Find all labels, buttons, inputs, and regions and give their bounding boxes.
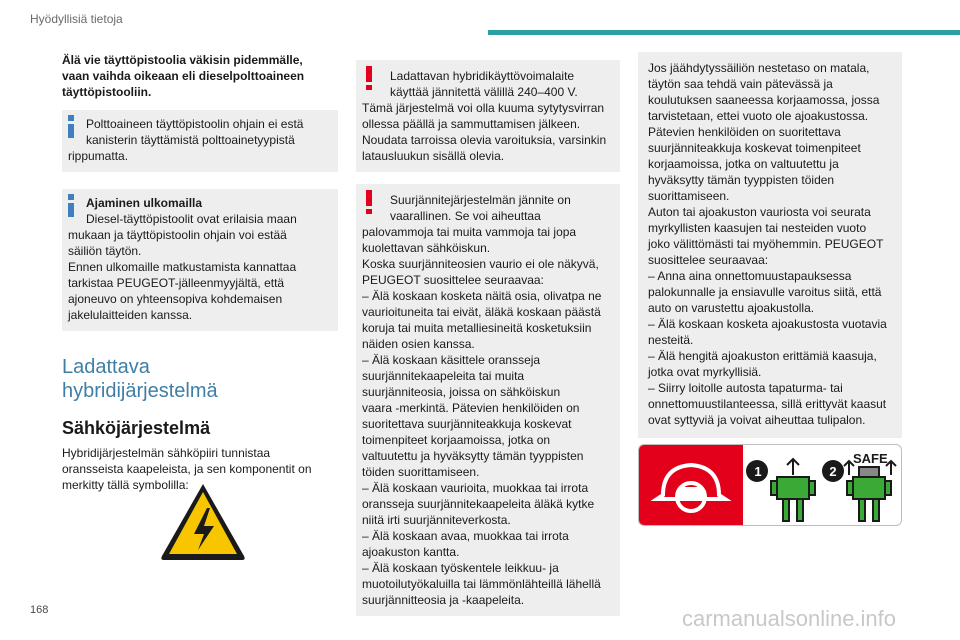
info-line: Diesel-täyttöpistoolit ovat erilaisia maan [86,212,297,226]
box-line: Jos jäähdytyssäiliön nestetaso on matala, [648,61,870,75]
info-line: Polttoaineen täyttöpistoolin ohjain ei estä [86,117,304,131]
warning-line: suurjännitekaapeleita tai muita [362,369,525,383]
box-line: tarvistetaan, ettei vuoto ole ajoakustossa. [648,109,869,123]
warning-icon [366,190,372,214]
warning-line: Ladattavan hybridikäyttövoimalaite [390,69,575,83]
warning-box-voltage [356,60,620,172]
box-line: palokunnalle ja ensiavulle varoitus siitä, että [648,285,882,299]
warning-line: valtuutettu ja hyväksytty tämän tyyppisten [362,449,584,463]
warning-line: Tämä järjestelmä voi olla kuuma sytytysvirran [362,101,605,115]
warning-line: – Älä koskaan kosketa näitä osia, olivatpa ne [362,289,602,303]
box-line: suosittelee seuraavaa: [648,253,769,267]
column-middle [356,52,620,616]
box-line: Auton tai ajoakuston vauriosta voi seurata [648,205,871,219]
warning-line: – Älä koskaan vaurioita, muokkaa tai irrota [362,481,589,495]
warning-line: Koska suurjänniteosien vaurio ei ole näkyvä, [362,257,599,271]
watermark: carmanualsonline.info [682,606,897,631]
section-title [62,355,338,403]
warning-line: suoritettava suurjänniteakkuja koskevat [362,417,572,431]
info-box-fuel-nozzle [62,110,338,172]
body-line: Hybridijärjestelmän sähköpiiri tunnistaa [62,446,271,460]
box-line: – Anna aina onnettomuustapauksessa [648,269,852,283]
info-title: Ajaminen ulkomailla [86,196,203,210]
warning-line: niitä irti suurjänniteverkosta. [362,513,511,527]
page-number: 168 [30,604,49,616]
intro-line: Älä vie täyttöpistoolia väkisin pidemmälle, [62,53,303,67]
info-line: mukaan ja täyttöpistoolin ohjain voi estää [68,228,287,242]
body-line: oransseista kaapeleista, ja sen komponentit on [62,462,312,476]
warning-line: ajoakuston kantta. [362,545,460,559]
info-icon [68,194,74,217]
warning-line: näiden osien kanssa. [362,337,475,351]
warning-line: latausluukun sisällä olevia. [362,149,505,163]
info-line: Ennen ulkomaille matkustamista kannattaa [68,260,297,274]
firefighter-helmet-icon [639,445,743,525]
info-line: säiliön täytön. [68,244,142,258]
box-line: – Siirry loitolle autosta tapaturma- tai [648,381,843,395]
warning-line: muotoilutyökaluilla tai lämmönlähteillä lähellä [362,577,601,591]
warning-line: suurjännitteosia ja -kaapeleita. [362,593,525,607]
box-line: – Älä hengitä ajoakuston erittämiä kaasuja, [648,349,877,363]
box-line: koulutuksen saaneessa korjaamossa, jossa [648,93,880,107]
info-line: jakelulaitteiden kanssa. [68,308,193,322]
intro-line: vaan vaihda oikeaan eli dieselpolttoaineen [62,69,305,83]
column-right [638,52,902,438]
step-1-number: 1 [754,464,762,479]
box-line: korjaamoissa, jotka on valtuutettu ja [648,157,839,171]
info-box-coolant [638,52,902,438]
warning-box-high-voltage [356,184,620,616]
intro-line: täyttöpistooliin. [62,85,152,99]
box-line: ovat syttyviä ja voivat aiheuttaa tulipalon. [648,413,866,427]
step-2-number: 2 [829,464,837,479]
warning-line: – Älä koskaan työskentele leikkuu- ja [362,561,559,575]
warning-line: suurjänniteosia, joissa on sähköiskun [362,385,561,399]
box-line: – Älä koskaan kosketa ajoakustosta vuotavia [648,317,887,331]
warning-line: – Älä koskaan avaa, muokkaa tai irrota [362,529,569,543]
step-1-battery-icon [743,445,823,525]
fire-safety-illustration [638,444,902,526]
warning-line: koruja tai muita metalliesineitä kosketuksiin [362,321,592,335]
box-line: täytön saa tehdä vain pätevässä ja [648,77,833,91]
warning-line: oransseja suurjännitekaapeleita äläkä kytke [362,497,595,511]
box-line: joko välittömästi tai myöhemmin. PEUGEOT [648,237,884,251]
warning-line: Suurjännitejärjestelmän jännite on [390,193,571,207]
info-line: tarkistaa PEUGEOT-jälleenmyyjältä, että [68,276,285,290]
box-line: Pätevien henkilöiden on suoritettava [648,125,841,139]
subsection-title: Sähköjärjestelmä [62,418,211,438]
info-line: rippumatta. [68,149,129,163]
warning-line: toimenpiteet korjaamoissa, jotka on [362,433,551,447]
box-line: myrkyllisten kaasujen tai nesteiden vuoto [648,221,867,235]
header-title: Hyödyllisiä tietoja [30,12,123,26]
box-line: auto on varustettu ajoakustolla. [648,301,815,315]
safe-label: SAFE [853,451,888,466]
warning-line: vaara -merkintä. Pätevien henkilöiden on [362,401,580,415]
box-line: nesteitä. [648,333,694,347]
box-line: suurjänniteakkuja koskevat toimenpiteet [648,141,861,155]
warning-line: töiden suorittamiseen. [362,465,480,479]
warning-line: Noudata tarroissa olevia varoituksia, varsinkin [362,133,607,147]
header-bar [488,30,960,35]
warning-line: käyttää jännitettä välillä 240–400 V. [390,85,578,99]
warning-line: ollessa päällä ja sammuttamisen jälkeen. [362,117,581,131]
warning-line: PEUGEOT suosittelee seuraavaa: [362,273,544,287]
column-left [62,52,338,493]
warning-line: kuolettavan sähköiskun. [362,241,491,255]
box-line: hyväksytty tämän tyyppisten töiden [648,173,835,187]
info-line: ajoneuvo on yhteensopiva kohdemaisen [68,292,283,306]
warning-line: palovammoja tai muita vammoja tai jopa [362,225,577,239]
warning-line: – Älä koskaan käsittele oransseja [362,353,541,367]
section-title-line: Ladattava [62,356,150,378]
firefighter-panel [639,445,743,525]
box-line: suorittamiseen. [648,189,730,203]
warning-line: vaurioituneita tai eivät, äläkä koskaan päästä [362,305,601,319]
box-line: onnettomuustilanteessa, sillä erittyvät kaasut [648,397,887,411]
intro-text [62,52,338,100]
section-title-line: hybridijärjestelmä [62,380,218,402]
info-line: kanisterin täyttämistä polttoainetyypistä [86,133,295,147]
warning-line: vaarallinen. Se voi aiheuttaa [390,209,541,223]
box-line: jotka ovat myrkyllisiä. [648,365,762,379]
body-line: merkitty tällä symbolilla: [62,478,189,492]
warning-icon [366,66,372,90]
high-voltage-warning-icon [158,480,248,562]
info-box-abroad [62,189,338,331]
info-icon [68,115,74,138]
